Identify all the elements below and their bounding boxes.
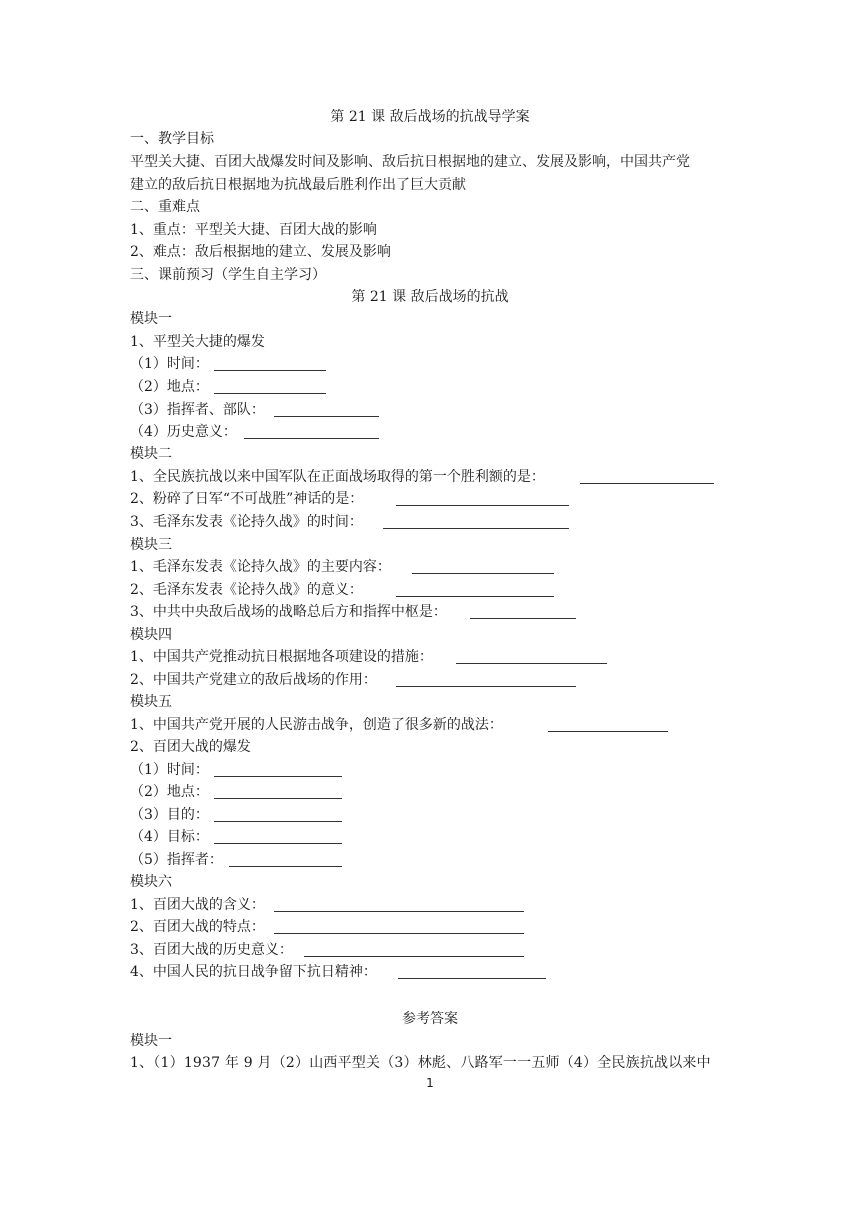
answers-module-1-title: 模块一 xyxy=(130,1033,172,1049)
answer-blank xyxy=(456,663,607,664)
answer-blank xyxy=(244,438,379,439)
answer-blank xyxy=(274,933,524,934)
question-label: （1）时间： xyxy=(130,762,209,778)
document-title: 第 21 课 敌后战场的抗战导学案 xyxy=(330,109,530,125)
objectives-text-line1: 平型关大捷、百团大战爆发时间及影响、敌后抗日根据地的建立、发展及影响，中国共产党 xyxy=(130,154,690,170)
difficult-point-item: 2、难点：敌后根据地的建立、发展及影响 xyxy=(130,244,391,260)
answer-blank xyxy=(580,483,714,484)
module-6-title: 模块六 xyxy=(130,874,172,890)
question-label: 2、百团大战的特点： xyxy=(130,919,265,935)
question-label: 1、百团大战的含义： xyxy=(130,897,265,913)
answer-blank xyxy=(396,596,554,597)
question-label: 3、毛泽东发表《论持久战》的时间： xyxy=(130,514,363,530)
question-label: 2、粉碎了日军“不可战胜”神话的是： xyxy=(130,491,364,507)
question-label: （5）指挥者： xyxy=(130,852,223,868)
lesson-title: 第 21 课 敌后战场的抗战 xyxy=(351,289,509,305)
answer-blank xyxy=(214,821,342,822)
answer-blank xyxy=(274,911,524,912)
answer-blank xyxy=(470,618,576,619)
answer-blank xyxy=(396,505,569,506)
answer-blank xyxy=(304,956,524,957)
question-label: （2）地点： xyxy=(130,379,209,395)
question-label: 3、中共中央敌后战场的战略总后方和指挥中枢是： xyxy=(130,604,447,620)
answer-line: 1、（1）1937 年 9 月（2）山西平型关（3）林彪、八路军一一五师（4）全民族抗战以来中 xyxy=(130,1055,711,1071)
section-heading-key-points: 二、重难点 xyxy=(130,199,200,215)
question-label: （4）历史意义： xyxy=(130,424,237,440)
answer-blank xyxy=(274,416,379,417)
question-label: 1、毛泽东发表《论持久战》的主要内容： xyxy=(130,559,391,575)
question-label: 1、全民族抗战以来中国军队在正面战场取得的第一个胜利额的是： xyxy=(130,469,545,485)
section-heading-objectives: 一、教学目标 xyxy=(130,131,214,147)
module-2-title: 模块二 xyxy=(130,446,172,462)
answer-blank xyxy=(396,686,576,687)
objectives-text-line2: 建立的敌后抗日根据地为抗战最后胜利作出了巨大贡献 xyxy=(130,177,466,193)
key-point-item: 1、重点：平型关大捷、百团大战的影响 xyxy=(130,222,377,238)
page-number: 1 xyxy=(426,1076,434,1090)
question-label: （2）地点： xyxy=(130,784,209,800)
question-label: （3）指挥者、部队： xyxy=(130,402,265,418)
question-label: （4）目标： xyxy=(130,829,209,845)
answer-blank xyxy=(214,393,326,394)
question-label: 1、中国共产党开展的人民游击战争，创造了很多新的战法： xyxy=(130,717,503,733)
question-label: 4、中国人民的抗日战争留下抗日精神： xyxy=(130,964,377,980)
module-1-title: 模块一 xyxy=(130,311,172,327)
answer-blank xyxy=(214,370,326,371)
module-4-title: 模块四 xyxy=(130,627,172,643)
module-3-title: 模块三 xyxy=(130,537,172,553)
answer-blank xyxy=(383,528,569,529)
answer-blank xyxy=(229,866,342,867)
question-label: 2、毛泽东发表《论持久战》的意义： xyxy=(130,582,363,598)
answer-blank xyxy=(548,731,668,732)
question-label: 2、中国共产党建立的敌后战场的作用： xyxy=(130,672,377,688)
answer-blank xyxy=(412,573,554,574)
answer-blank xyxy=(214,798,342,799)
question-label: 1、平型关大捷的爆发 xyxy=(130,334,265,350)
module-5-title: 模块五 xyxy=(130,694,172,710)
question-label: （1）时间： xyxy=(130,356,209,372)
question-label: 1、中国共产党推动抗日根据地各项建设的措施： xyxy=(130,649,433,665)
section-heading-preview: 三、课前预习（学生自主学习） xyxy=(130,267,326,283)
question-label: 3、百团大战的历史意义： xyxy=(130,942,293,958)
answer-blank xyxy=(214,843,342,844)
answers-title: 参考答案 xyxy=(402,1011,458,1027)
answer-blank xyxy=(214,776,342,777)
question-label: 2、百团大战的爆发 xyxy=(130,739,251,755)
answer-blank xyxy=(398,978,546,979)
question-label: （3）目的： xyxy=(130,807,209,823)
